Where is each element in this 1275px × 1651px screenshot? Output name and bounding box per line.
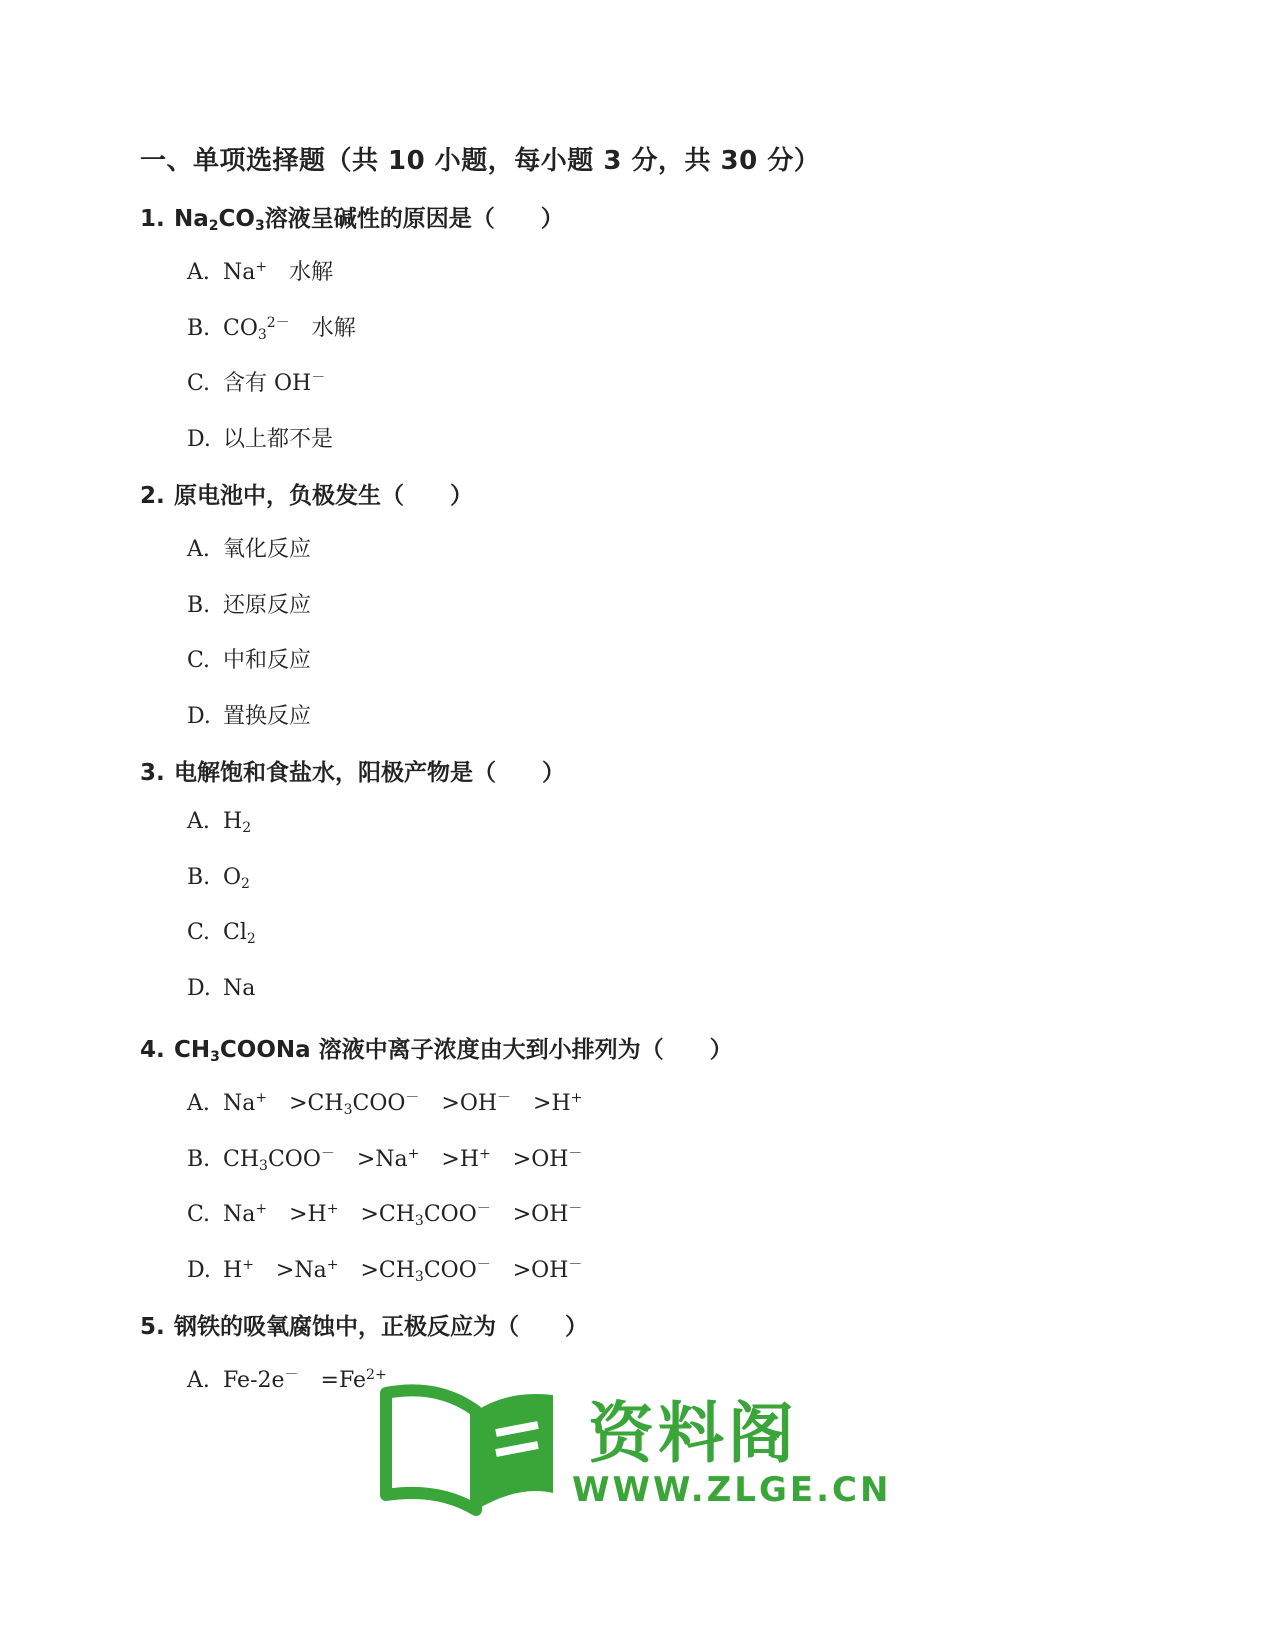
option-label: D. xyxy=(187,703,211,729)
question-stem xyxy=(140,477,473,510)
option-text: $H_2$ xyxy=(223,809,252,837)
option-label: C. xyxy=(187,648,211,674)
question-text: $CH_3COONa$ 溶液中离子浓度由大到小排列为（ ） xyxy=(174,1037,733,1065)
question-text: 钢铁的吸氧腐蚀中，正极反应为（ ） xyxy=(174,1314,588,1340)
option-label: B. xyxy=(187,864,211,890)
option-label: B. xyxy=(187,315,211,341)
option-label: D. xyxy=(187,975,211,1001)
option-label: C. xyxy=(187,1202,211,1228)
option-text: $CO_3^{2-}$ 水解 xyxy=(223,314,356,343)
question-number: 4. xyxy=(140,1037,165,1063)
answer-option xyxy=(187,255,333,286)
option-label: C. xyxy=(187,371,211,397)
option-label: A. xyxy=(187,1368,210,1394)
answer-option xyxy=(187,532,311,563)
option-text: Na+ $>CH_3COO^-$ >OH－ >H+ xyxy=(223,1090,583,1119)
answer-option xyxy=(187,422,333,453)
section-title: 一、单项选择题（共 10 小题，每小题 3 分，共 30 分） xyxy=(140,146,821,176)
answer-option xyxy=(187,699,311,730)
question-stem xyxy=(140,754,565,787)
option-text: H+ >Na+ $>CH_3COO^-$ >OH－ xyxy=(223,1256,583,1285)
answer-option xyxy=(187,1086,582,1118)
question-number: 3. xyxy=(140,760,165,786)
option-text: Na+ >H+ $>CH_3COO^-$ >OH－ xyxy=(223,1201,583,1230)
option-text: Na+ 水解 xyxy=(223,259,334,286)
question-stem xyxy=(140,200,564,234)
answer-option xyxy=(187,1253,582,1285)
answer-option xyxy=(187,1363,387,1394)
option-text: $O_2$ xyxy=(223,864,250,892)
answer-option xyxy=(187,865,250,892)
option-text: 还原反应 xyxy=(223,592,312,618)
answer-option xyxy=(187,366,325,397)
option-text: 以上都不是 xyxy=(223,426,334,452)
answer-option xyxy=(187,1197,582,1229)
option-text: 含有 OH－ xyxy=(223,370,326,397)
option-label: B. xyxy=(187,592,211,618)
question-text: 原电池中，负极发生（ ） xyxy=(174,483,473,509)
option-label: A. xyxy=(187,809,210,835)
option-label: D. xyxy=(187,1257,211,1283)
option-label: D. xyxy=(187,426,211,452)
question-stem xyxy=(140,1308,588,1341)
option-text: $CH_3COO^-$ >Na+ >H+ >OH－ xyxy=(223,1145,583,1174)
option-text: Fe-2e－ $=Fe^{2+}$ xyxy=(223,1367,387,1394)
question-number: 1. xyxy=(140,206,165,232)
watermark-en: WWW.ZLGE.CN xyxy=(572,1470,892,1510)
answer-option xyxy=(187,1142,582,1174)
question-number: 5. xyxy=(140,1314,165,1340)
question-stem xyxy=(140,1031,733,1065)
answer-option xyxy=(187,976,255,1001)
option-label: C. xyxy=(187,920,211,946)
option-label: A. xyxy=(187,260,210,286)
question-number: 2. xyxy=(140,483,165,509)
option-label: A. xyxy=(187,1091,210,1117)
option-text: 氧化反应 xyxy=(223,537,312,563)
answer-option xyxy=(187,809,251,836)
option-text: Na xyxy=(223,975,256,1001)
answer-option xyxy=(187,643,311,674)
option-text: $Cl_2$ xyxy=(223,920,256,948)
answer-option xyxy=(187,920,256,947)
question-text: 电解饱和食盐水，阳极产物是（ ） xyxy=(174,760,565,786)
option-text: 置换反应 xyxy=(223,703,312,729)
option-label: B. xyxy=(187,1146,211,1172)
answer-option xyxy=(187,588,311,619)
option-label: A. xyxy=(187,537,210,563)
watermark-cn: 资料阁 xyxy=(588,1395,798,1472)
answer-option xyxy=(187,311,356,343)
question-text: $Na_2CO_3$溶液呈碱性的原因是（ ） xyxy=(174,206,564,234)
option-text: 中和反应 xyxy=(223,648,312,674)
